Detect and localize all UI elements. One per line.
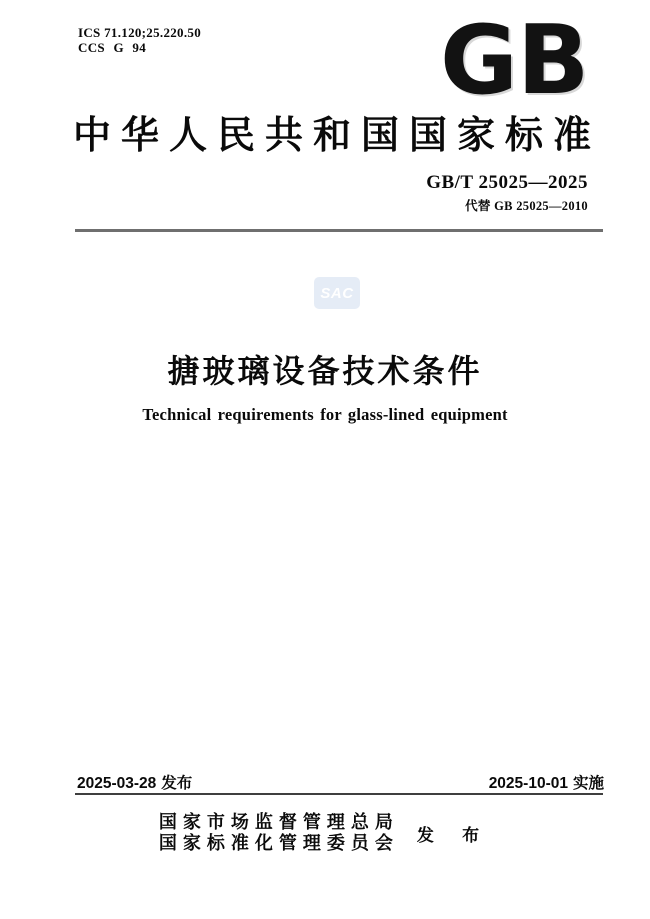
publish-label: 发 布	[416, 825, 492, 845]
issuer-names	[159, 812, 399, 854]
dates-row	[77, 771, 604, 793]
bottom-divider-line	[75, 793, 603, 795]
ccs-code: CCS G 94	[78, 40, 147, 55]
sac-watermark: SAC	[314, 277, 360, 309]
replaces-note: 代替 GB 25025—2010	[465, 199, 588, 213]
issuer-line-1: 国家市场监督管理总局	[158, 812, 399, 832]
document-title-chinese: 搪玻璃设备技术条件	[167, 353, 483, 389]
document-title-english: Technical requirements for glass-lined equipment	[142, 405, 508, 424]
issuing-authorities	[0, 812, 650, 854]
top-divider-line	[75, 229, 603, 232]
gb-logo: GB	[440, 6, 589, 116]
issue-date-value: 2025-03-28	[77, 775, 157, 792]
implement-date-value: 2025-10-01	[488, 775, 568, 792]
national-standard-heading: 中华人民共和国国家标准	[73, 115, 602, 157]
standard-number: GB/T 25025—2025	[426, 172, 588, 193]
issue-date-label: 发布	[161, 775, 193, 792]
issue-date	[77, 771, 192, 793]
classification-codes	[78, 25, 201, 55]
implement-date	[489, 771, 604, 793]
implement-date-label: 实施	[572, 775, 604, 792]
ics-code: ICS 71.120;25.220.50	[78, 25, 202, 40]
issuer-line-2: 国家标准化管理委员会	[158, 833, 399, 853]
